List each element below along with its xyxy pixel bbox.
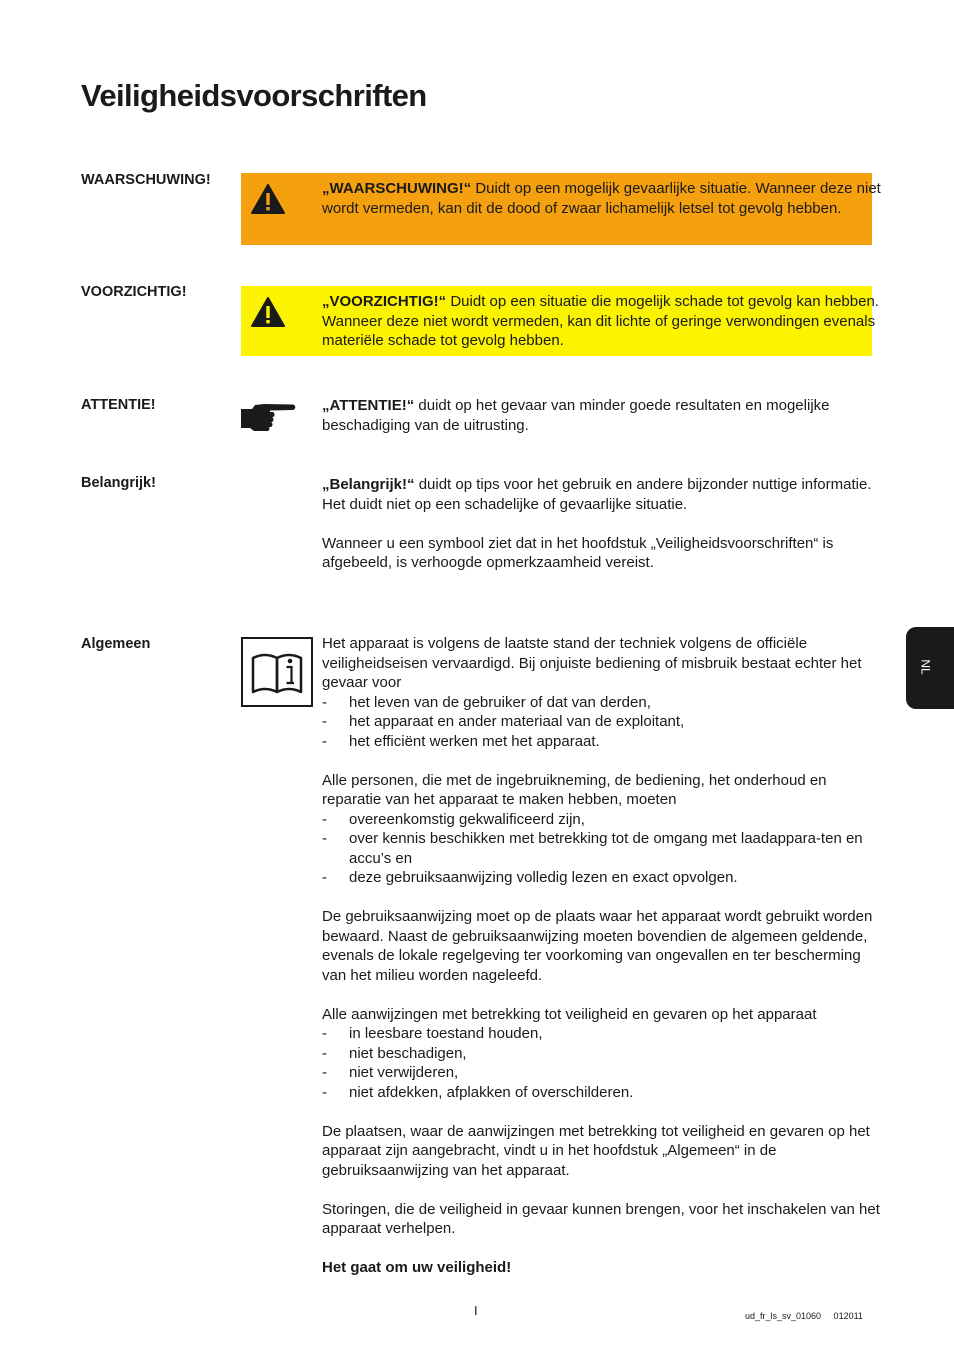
manual-storage-text: De gebruiksaanwijzing moet op de plaats waar het apparaat wordt gebruikt worden bewaard. Naast de gebruiksaanwijzing moeten bovendien de algemeen geldende, evenals de lokale regelgeving ter voorkoming van ongevallen en ter bescherming van het milieu worden nageleefd. [322,908,873,984]
warning-text [322,179,882,218]
general-label: Algemeen [81,636,151,652]
manual-info-icon [241,637,313,707]
risk-list [322,693,882,752]
list-item: - het leven van de gebruiker of dat van derden, [322,693,882,713]
caution-lead: „VOORZICHTIG!“ [322,293,447,310]
locations-text: De plaatsen, waar de aanwijzingen met betrekking tot veiligheid en gevaren op het apparaat zijn aangebracht, vindt u in het hoofdstuk „Algemeen“ in de gebruiksaanwijzing van het apparaat. [322,1122,870,1179]
list-item: - het apparaat en ander materiaal van de exploitant, [322,712,882,732]
important-description: duidt op tips voor het gebruik en andere bijzonder nuttige informatie. Het duidt niet op een schadelijke of gevaarlijke situatie. [322,476,872,513]
warning-label: WAARSCHUWING! [81,172,211,188]
language-tab-label: NL [918,659,933,675]
language-tab[interactable] [906,627,954,709]
caution-description: Duidt op een situatie die mogelijk schade tot gevolg kan hebben. Wanneer deze niet wordt vermeden, kan dit lichte of geringe verwondingen evenals materiële schade tot gevolg hebben. [322,293,879,349]
warning-box [241,173,881,245]
warning-triangle-icon [251,184,285,214]
list-item: - niet verwijderen, [322,1063,882,1083]
list-item: - het efficiënt werken met het apparaat. [322,732,882,752]
list-item: - niet beschadigen, [322,1044,882,1064]
general-text [322,634,882,1278]
list-item: - niet afdekken, afplakken of overschilderen. [322,1083,882,1103]
warning-lead: „WAARSCHUWING!“ [322,180,472,197]
attention-lead: „ATTENTIE!“ [322,397,415,414]
faults-text: Storingen, die de veiligheid in gevaar kunnen brengen, voor het inschakelen van het apparaat verhelpen. [322,1200,880,1237]
closing-text: Het gaat om uw veiligheid! [322,1259,512,1276]
page-number: I [474,1303,478,1318]
list-item: - deze gebruiksaanwijzing volledig lezen en exact opvolgen. [322,868,882,888]
persons-intro: Alle personen, die met de ingebruikneming, de bediening, het onderhoud en reparatie van het apparaat te maken hebben, moeten [322,771,827,808]
warning-description: Duidt op een mogelijk gevaarlijke situatie. Wanneer deze niet wordt vermeden, kan dit de dood of zwaar lichamelijk letsel tot gevolg hebben. [322,180,881,217]
caution-label: VOORZICHTIG! [81,284,187,300]
important-lead: „Belangrijk!“ [322,476,415,493]
list-item: - over kennis beschikken met betrekking tot de omgang met laadappara-ten en accu’s en [322,829,877,868]
persons-list [322,810,882,888]
list-item: - in leesbare toestand houden, [322,1024,882,1044]
page-title: Veiligheidsvoorschriften [81,78,427,113]
pointing-hand-icon [240,400,296,432]
important-label: Belangrijk! [81,475,156,491]
attention-description: duidt op het gevaar van minder goede resultaten en mogelijke beschadiging van de uitrusting. [322,397,830,434]
instructions-list [322,1024,882,1102]
general-intro: Het apparaat is volgens de laatste stand der techniek volgens de officiële veiligheidseisen vervaardigd. Bij onjuiste bediening of misbruik bestaat echter het gevaar voor [322,635,862,691]
document-code: ud_fr_ls_sv_01060 012011 [745,1311,863,1321]
attention-text [322,396,882,435]
list-item: - overeenkomstig gekwalificeerd zijn, [322,810,882,830]
instructions-intro: Alle aanwijzingen met betrekking tot veiligheid en gevaren op het apparaat [322,1005,817,1023]
caution-text [322,292,882,351]
caution-box [241,286,879,356]
important-text [322,475,882,573]
warning-triangle-icon [251,297,285,327]
symbol-note: Wanneer u een symbool ziet dat in het hoofdstuk „Veiligheidsvoorschriften“ is afgebeeld, is verhoogde opmerkzaamheid vereist. [322,534,834,571]
attention-label: ATTENTIE! [81,397,156,413]
